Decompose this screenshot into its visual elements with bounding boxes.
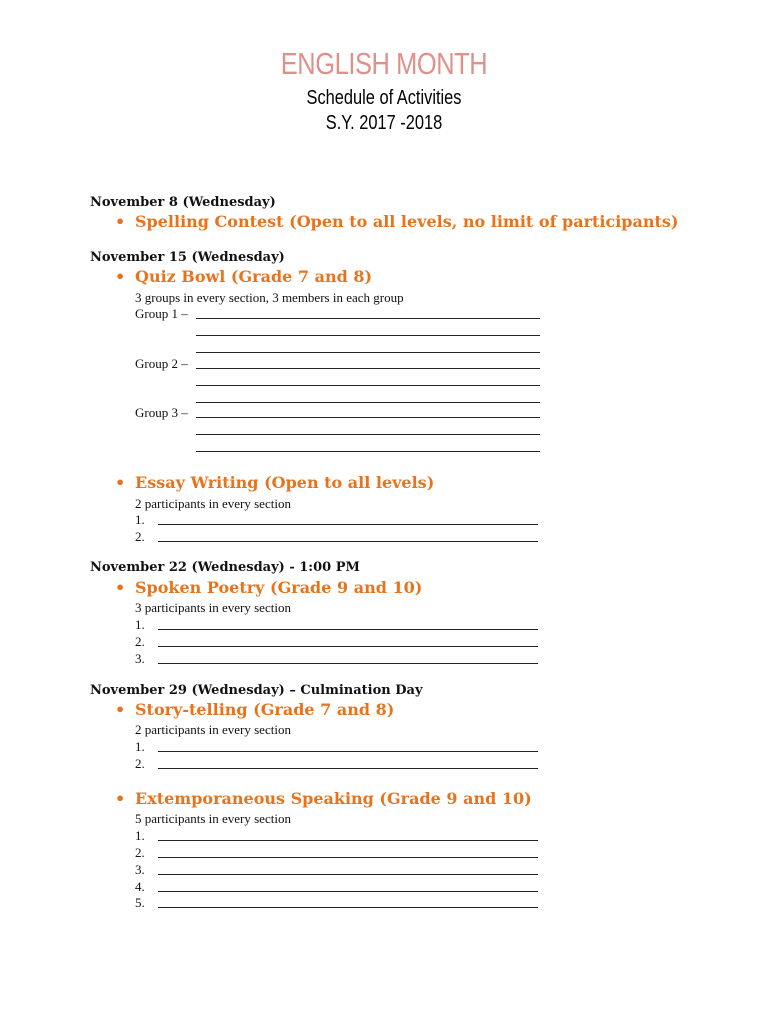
group-label: Group 1 – [135,306,188,321]
bullet-icon: • [115,212,126,231]
numbered-line-row[interactable] [135,739,538,753]
blank-line [158,663,538,664]
section-date: November 29 (Wednesday) – Culmination Day [90,683,423,698]
line-number: 2. [135,529,145,544]
blank-line-row[interactable] [135,373,540,387]
activity-title: • Spelling Contest (Open to all levels, no limit of participants) [115,212,679,231]
line-number: 3. [135,651,145,666]
blank-line [158,751,538,752]
blank-line [158,629,538,630]
blank-line [196,451,540,452]
blank-line [158,646,538,647]
numbered-line-row[interactable] [135,617,538,631]
group-label: Group 2 – [135,356,188,371]
line-number: 1. [135,828,145,843]
page-subtitle: Schedule of Activities [306,87,462,109]
blank-line [158,891,538,892]
numbered-line-row[interactable] [135,879,538,893]
page-title: ENGLISH MONTH [280,46,488,81]
blank-line [158,541,538,542]
group-line-row[interactable] [135,306,540,320]
numbered-line-row[interactable] [135,529,538,543]
numbered-line-row[interactable] [135,756,538,770]
bullet-icon: • [115,700,126,719]
section-date: November 8 (Wednesday) [90,195,276,210]
blank-line [196,402,540,403]
group-line-row[interactable] [135,405,540,419]
blank-line [158,768,538,769]
line-number: 5. [135,895,145,910]
bullet-icon: • [115,578,126,597]
blank-line-row[interactable] [135,340,540,354]
blank-line [196,368,540,369]
activity-note: 2 participants in every section [135,722,291,737]
blank-line-row[interactable] [135,439,540,453]
blank-line [196,352,540,353]
line-number: 2. [135,756,145,771]
numbered-line-row[interactable] [135,634,538,648]
blank-line [196,318,540,319]
blank-line [158,857,538,858]
activity-title: • Story-telling (Grade 7 and 8) [115,700,395,719]
numbered-line-row[interactable] [135,845,538,859]
blank-line [196,417,540,418]
line-number: 1. [135,512,145,527]
blank-line [158,907,538,908]
line-number: 1. [135,617,145,632]
line-number: 1. [135,739,145,754]
blank-line-row[interactable] [135,390,540,404]
blank-line [158,874,538,875]
numbered-line-row[interactable] [135,512,538,526]
blank-line [196,385,540,386]
line-number: 3. [135,862,145,877]
blank-line [158,524,538,525]
numbered-line-row[interactable] [135,862,538,876]
line-number: 2. [135,634,145,649]
blank-line [196,335,540,336]
activity-note: 3 groups in every section, 3 members in each group [135,290,404,305]
activity-note: 3 participants in every section [135,600,291,615]
line-number: 4. [135,879,145,894]
activity-note: 2 participants in every section [135,496,291,511]
activity-title: • Spoken Poetry (Grade 9 and 10) [115,578,423,597]
line-number: 2. [135,845,145,860]
blank-line-row[interactable] [135,422,540,436]
activity-title: • Essay Writing (Open to all levels) [115,473,435,492]
school-year: S.Y. 2017 -2018 [325,112,443,134]
activity-title: • Extemporaneous Speaking (Grade 9 and 10) [115,789,532,808]
group-line-row[interactable] [135,356,540,370]
blank-line-row[interactable] [135,323,540,337]
bullet-icon: • [115,473,126,492]
blank-line [158,840,538,841]
bullet-icon: • [115,267,126,286]
bullet-icon: • [115,789,126,808]
section-date: November 22 (Wednesday) - 1:00 PM [90,560,360,575]
numbered-line-row[interactable] [135,651,538,665]
numbered-line-row[interactable] [135,895,538,909]
numbered-line-row[interactable] [135,828,538,842]
section-date: November 15 (Wednesday) [90,250,285,265]
group-label: Group 3 – [135,405,188,420]
activity-note: 5 participants in every section [135,811,291,826]
activity-title: • Quiz Bowl (Grade 7 and 8) [115,267,373,286]
blank-line [196,434,540,435]
